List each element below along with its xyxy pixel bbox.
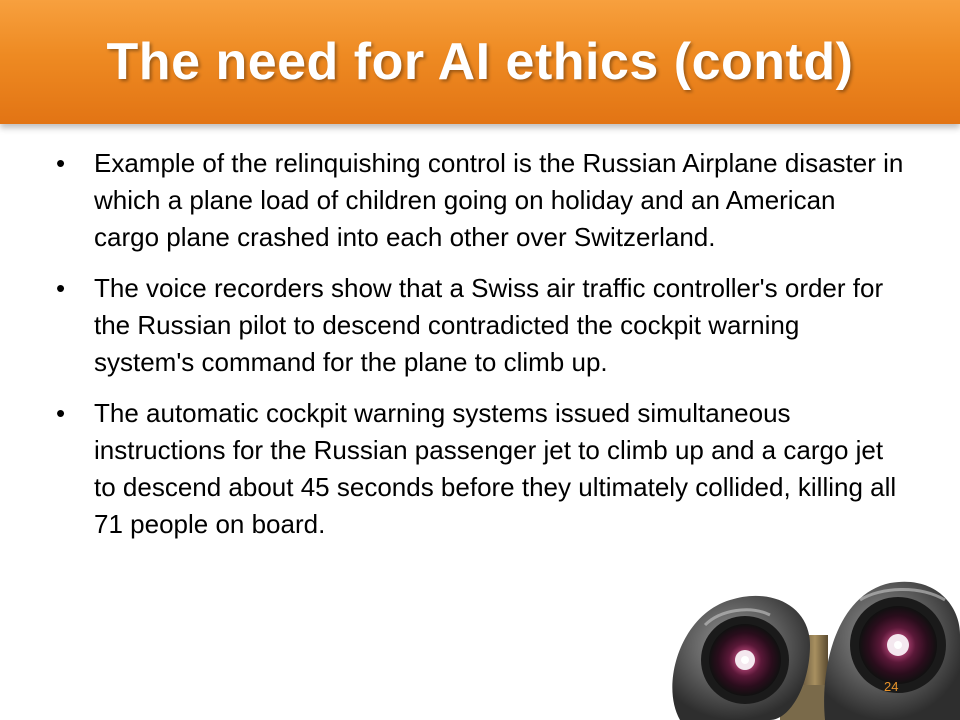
bullet-dot-icon: • [56,273,66,303]
bullet-text: Example of the relinquishing control is the Russian Airplane disaster in which a plane load of children going on holiday and an American cargo plane crashed into each other over Switzerland. [94,148,904,252]
title-bar [0,0,960,124]
bullet-dot-icon: • [56,398,66,428]
bullet-item [54,270,904,381]
bullet-list [54,145,904,557]
bullet-item [54,395,904,543]
bullet-text: The automatic cockpit warning systems issued simultaneous instructions for the Russian passenger jet to climb up and a cargo jet to descend about 45 seconds before they ultimately collided, killing all 71 people on board. [94,398,897,539]
bullet-dot-icon: • [56,148,66,178]
bullet-text: The voice recorders show that a Swiss air traffic controller's order for the Russian pilot to descend contradicted the cockpit warning system's command for the plane to climb up. [94,273,884,377]
bullet-item [54,145,904,256]
slide-title: The need for AI ethics (contd) [106,33,854,91]
robot-eyes-image [660,575,960,720]
page-number: 24 [884,679,899,694]
